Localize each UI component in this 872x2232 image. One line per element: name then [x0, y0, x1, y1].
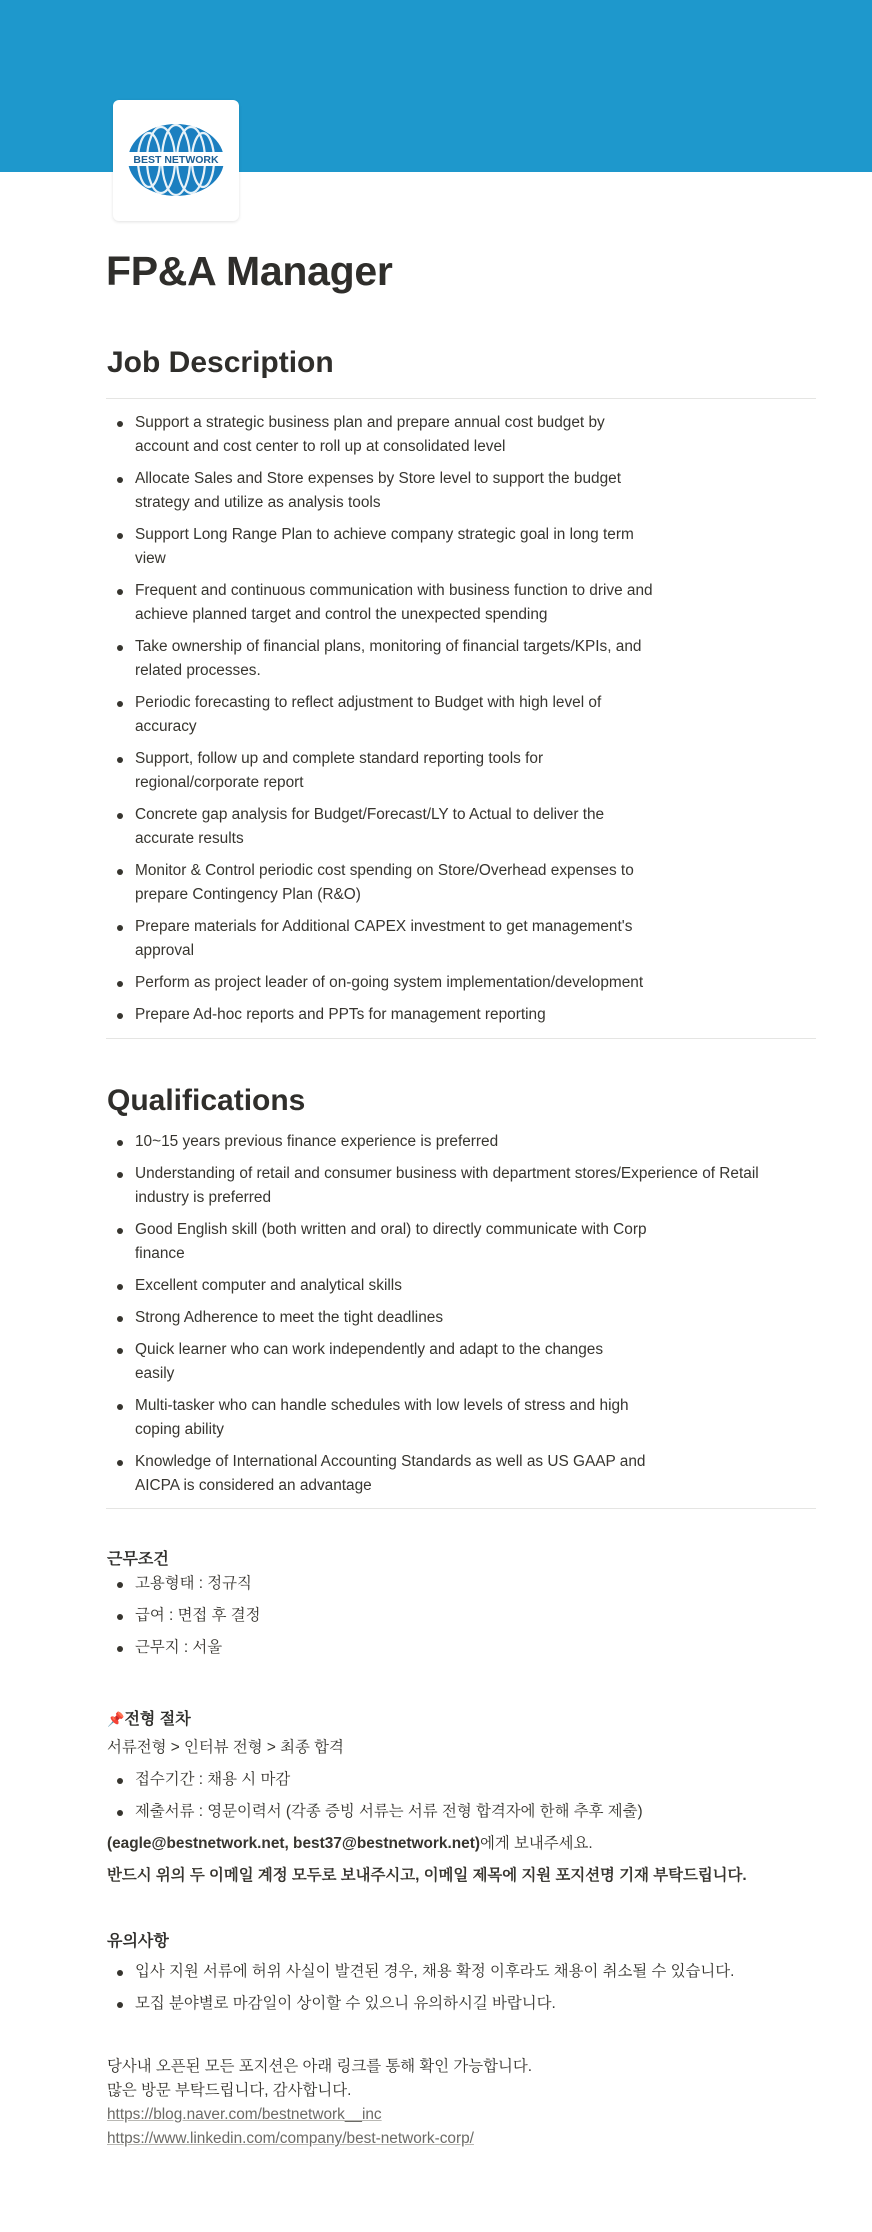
list-item-text: Support a strategic business plan and prepare annual cost budget by [135, 414, 605, 431]
list-item-text: industry is preferred [135, 1189, 272, 1206]
list-item-text: strategy and utilize as analysis tools [135, 494, 381, 511]
list-item [106, 635, 806, 683]
list-item-text: Quick learner who can work independently and adapt to the changes [135, 1341, 604, 1358]
list-item-text: Good English skill (both written and oral) to directly communicate with Corp [135, 1221, 647, 1238]
list-item [106, 411, 806, 459]
list-item-text: Monitor & Control periodic cost spending on Store/Overhead expenses to [135, 862, 634, 879]
job-description-heading: Job Description [107, 346, 334, 379]
list-item [106, 579, 806, 627]
list-item-text: Take ownership of financial plans, monitoring of financial targets/KPIs, and [135, 638, 642, 655]
process-list [106, 1768, 806, 1832]
list-item-text: Excellent computer and analytical skills [135, 1277, 402, 1294]
list-item-text: accurate results [135, 830, 244, 847]
list-item-text: AICPA is considered an advantage [135, 1477, 372, 1494]
linkedin-link[interactable]: https://www.linkedin.com/company/best-network-corp/ [107, 2130, 474, 2147]
list-item-text: 10~15 years previous finance experience is preferred [135, 1133, 499, 1150]
pin-icon: 📌 [107, 1711, 125, 1727]
list-item [106, 691, 806, 739]
list-item [106, 1130, 806, 1154]
list-item-text: Periodic forecasting to reflect adjustment to Budget with high level of [135, 694, 602, 711]
list-item [106, 803, 806, 851]
qualifications-heading: Qualifications [107, 1084, 306, 1117]
divider [106, 1038, 816, 1039]
list-item [106, 1800, 806, 1824]
list-item-text: 급여 : 면접 후 결정 [135, 1607, 261, 1624]
conditions-heading: 근무조건 [107, 1551, 169, 1568]
list-item [106, 1338, 806, 1386]
list-item-text: 모집 분야별로 마감일이 상이할 수 있으니 유의하시길 바랍니다. [135, 1995, 556, 2012]
best-network-logo-icon [123, 119, 229, 201]
naver-blog-link[interactable]: https://blog.naver.com/bestnetwork__inc [107, 2106, 382, 2123]
list-item-text: Frequent and continuous communication with business function to drive and [135, 582, 653, 599]
list-item [106, 1003, 806, 1027]
list-item [106, 1768, 806, 1792]
list-item-text: accuracy [135, 718, 197, 735]
email-suffix: 에게 보내주세요. [479, 1835, 593, 1852]
list-item-text: 고용형태 : 정규직 [135, 1575, 252, 1592]
list-item-text: Perform as project leader of on-going system implementation/development [135, 974, 644, 991]
notes-heading: 유의사항 [107, 1933, 169, 1950]
list-item [106, 1394, 806, 1442]
svg-text:BEST NETWORK: BEST NETWORK [133, 154, 219, 166]
process-notice: 반드시 위의 두 이메일 계정 모두로 보내주시고, 이메일 제목에 지원 포지션명 기재 부탁드립니다. [107, 1867, 747, 1884]
list-item [106, 1306, 806, 1330]
job-description-list [106, 411, 806, 1035]
list-item [106, 747, 806, 795]
list-item-text: prepare Contingency Plan (R&O) [135, 886, 361, 903]
list-item-text: Support Long Range Plan to achieve company strategic goal in long term [135, 526, 634, 543]
list-item-text: view [135, 550, 166, 567]
process-steps: 서류전형 > 인터뷰 전형 > 최종 합격 [107, 1739, 344, 1756]
list-item-text: Prepare materials for Additional CAPEX investment to get management's [135, 918, 633, 935]
list-item-text: 근무지 : 서울 [135, 1639, 223, 1656]
list-item [106, 1218, 806, 1266]
list-item-text: 입사 지원 서류에 허위 사실이 발견된 경우, 채용 확정 이후라도 채용이 취소될 수 있습니다. [135, 1963, 735, 1980]
divider [106, 1508, 816, 1509]
list-item-text: Multi-tasker who can handle schedules with low levels of stress and high [135, 1397, 629, 1414]
process-heading [107, 1706, 191, 1729]
list-item [106, 1450, 806, 1498]
list-item [106, 1572, 806, 1596]
list-item-text: Strong Adherence to meet the tight deadlines [135, 1309, 444, 1326]
list-item [106, 1636, 806, 1660]
list-item [106, 1604, 806, 1628]
list-item-text: Support, follow up and complete standard reporting tools for [135, 750, 544, 767]
list-item [106, 1274, 806, 1298]
divider [106, 398, 816, 399]
list-item [106, 915, 806, 963]
email-addresses: (eagle@bestnetwork.net, best37@bestnetwork.net) [107, 1835, 480, 1852]
list-item-text: approval [135, 942, 195, 959]
list-item-text: finance [135, 1245, 185, 1262]
list-item-text: Prepare Ad-hoc reports and PPTs for management reporting [135, 1006, 546, 1023]
page-title: FP&A Manager [106, 248, 393, 294]
email-line [107, 1832, 593, 1856]
page-logo [113, 100, 239, 221]
list-item-text: related processes. [135, 662, 261, 679]
list-item-text: regional/corporate report [135, 774, 304, 791]
list-item [106, 859, 806, 907]
list-item-text: coping ability [135, 1421, 224, 1438]
footer-line1: 당사내 오픈된 모든 포지션은 아래 링크를 통해 확인 가능합니다. [107, 2058, 533, 2075]
list-item-text: Knowledge of International Accounting Standards as well as US GAAP and [135, 1453, 646, 1470]
list-item [106, 971, 806, 995]
list-item-text: 제출서류 : 영문이력서 (각종 증빙 서류는 서류 전형 합격자에 한해 추후 제출) [135, 1803, 643, 1820]
list-item-text: 접수기간 : 채용 시 마감 [135, 1771, 291, 1788]
list-item [106, 467, 806, 515]
list-item-text: account and cost center to roll up at consolidated level [135, 438, 506, 455]
process-heading-text: 전형 절차 [124, 1711, 191, 1728]
list-item-text: Concrete gap analysis for Budget/Forecast/LY to Actual to deliver the [135, 806, 605, 823]
list-item-text: Understanding of retail and consumer business with department stores/Experience of Retail [135, 1165, 759, 1182]
list-item-text: achieve planned target and control the unexpected spending [135, 606, 548, 623]
list-item [106, 1162, 806, 1210]
notes-list [106, 1960, 806, 2024]
conditions-list [106, 1572, 806, 1668]
footer-line2: 많은 방문 부탁드립니다, 감사합니다. [107, 2082, 352, 2099]
list-item [106, 523, 806, 571]
list-item-text: easily [135, 1365, 175, 1382]
list-item [106, 1992, 806, 2016]
list-item [106, 1960, 806, 1984]
list-item-text: Allocate Sales and Store expenses by Store level to support the budget [135, 470, 621, 487]
qualifications-list [106, 1130, 806, 1506]
